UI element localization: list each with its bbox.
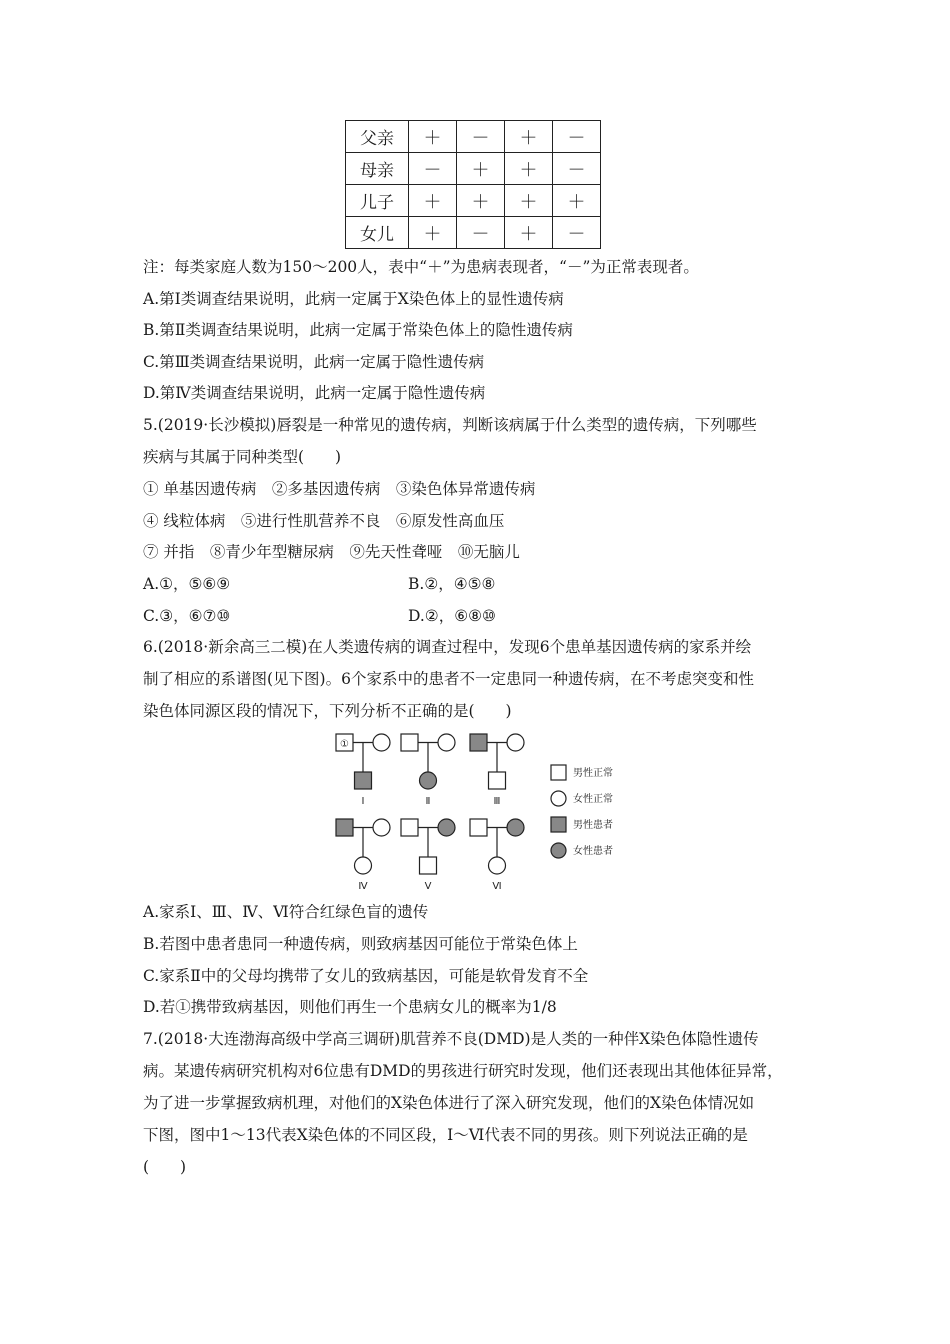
table-row xyxy=(346,121,601,153)
male-normal-symbol xyxy=(489,772,506,789)
table-cell: － xyxy=(457,217,505,249)
legend-label: 男性患者 xyxy=(573,820,613,831)
table-cell: ＋ xyxy=(457,185,505,217)
table-cell: － xyxy=(409,153,457,185)
row-label: 父亲 xyxy=(346,121,409,153)
table-cell: ＋ xyxy=(505,121,553,153)
q6-option-b: B.若图中患者患同一种遗传病，则致病基因可能位于常染色体上 xyxy=(143,935,578,953)
male-normal-symbol xyxy=(470,819,487,836)
q5-option-c: C.③，⑥⑦⑩ xyxy=(143,607,231,625)
proband-marker: ① xyxy=(340,739,349,750)
table-cell: ＋ xyxy=(409,217,457,249)
table-cell: ＋ xyxy=(505,185,553,217)
legend-male-affected-symbol xyxy=(551,817,566,832)
q5-option-b: B.②，④⑤⑧ xyxy=(408,575,496,593)
female-normal-symbol xyxy=(373,819,390,836)
q5-items-line: ④ 线粒体病 ⑤进行性肌营养不良 ⑥原发性高血压 xyxy=(143,512,505,530)
legend-female-normal-symbol xyxy=(551,791,566,806)
q6-option-c: C.家系Ⅱ中的父母均携带了女儿的致病基因，可能是软骨发育不全 xyxy=(143,967,589,985)
q7-stem-line: ( ) xyxy=(143,1158,187,1176)
table-cell: ＋ xyxy=(409,185,457,217)
q4-option-c: C.第Ⅲ类调查结果说明，此病一定属于隐性遗传病 xyxy=(143,353,485,371)
table-cell: － xyxy=(457,121,505,153)
row-label: 女儿 xyxy=(346,217,409,249)
legend-label: 女性患者 xyxy=(573,846,613,857)
q7-stem-line: 7.(2018·大连渤海高级中学高三调研)肌营养不良(DMD)是人类的一种伴X染色体隐性遗传 xyxy=(143,1030,759,1048)
male-normal-symbol xyxy=(420,857,437,874)
female-normal-symbol xyxy=(373,734,390,751)
family-label: Ⅵ xyxy=(492,881,502,892)
female-normal-symbol xyxy=(355,857,372,874)
q6-stem-line: 6.(2018·新余高三二模)在人类遗传病的调查过程中，发现6个患单基因遗传病的家系并绘 xyxy=(143,638,752,656)
female-affected-symbol xyxy=(420,772,437,789)
table-cell: － xyxy=(553,217,601,249)
q5-items-line: ① 单基因遗传病 ②多基因遗传病 ③染色体异常遗传病 xyxy=(143,480,536,498)
family-label: Ⅰ xyxy=(361,796,365,807)
family-label: Ⅲ xyxy=(493,796,501,807)
q4-option-a: A.第Ⅰ类调查结果说明，此病一定属于X染色体上的显性遗传病 xyxy=(143,290,564,308)
table-cell: － xyxy=(553,153,601,185)
table-cell: ＋ xyxy=(457,153,505,185)
table-cell: ＋ xyxy=(409,121,457,153)
q6-stem-line: 制了相应的系谱图(见下图)。6个家系中的患者不一定患同一种遗传病，在不考虑突变和性 xyxy=(143,670,754,688)
q5-option-a: A.①，⑤⑥⑨ xyxy=(143,575,231,593)
female-affected-symbol xyxy=(438,819,455,836)
table-cell: － xyxy=(553,121,601,153)
q4-option-b: B.第Ⅱ类调查结果说明，此病一定属于常染色体上的隐性遗传病 xyxy=(143,321,573,339)
male-affected-symbol xyxy=(355,772,372,789)
female-affected-symbol xyxy=(507,819,524,836)
table-note: 注：每类家庭人数为150～200人，表中“＋”为患病表现者，“－”为正常表现者。 xyxy=(143,258,699,276)
pedigree-figure xyxy=(330,728,630,893)
q5-stem-line: 5.(2019·长沙模拟)唇裂是一种常见的遗传病，判断该病属于什么类型的遗传病，下列哪些 xyxy=(143,416,757,434)
family-label: Ⅳ xyxy=(358,881,368,892)
male-normal-symbol xyxy=(401,819,418,836)
q5-stem-line: 疾病与其属于同种类型( ) xyxy=(143,448,342,466)
q7-stem-line: 下图，图中1～13代表X染色体的不同区段，Ⅰ～Ⅵ代表不同的男孩。则下列说法正确的是 xyxy=(143,1126,748,1144)
family-label: Ⅱ xyxy=(425,796,431,807)
q7-stem-line: 为了进一步掌握致病机理，对他们的X染色体进行了深入研究发现，他们的X染色体情况如 xyxy=(143,1094,755,1112)
male-affected-symbol xyxy=(336,819,353,836)
row-label: 儿子 xyxy=(346,185,409,217)
q6-stem-line: 染色体同源区段的情况下，下列分析不正确的是( ) xyxy=(143,702,512,720)
q5-items-line: ⑦ 并指 ⑧青少年型糖尿病 ⑨先天性聋哑 ⑩无脑儿 xyxy=(143,543,520,561)
q6-option-d: D.若①携带致病基因，则他们再生一个患病女儿的概率为1/8 xyxy=(143,998,557,1016)
q6-option-a: A.家系Ⅰ、Ⅲ、Ⅳ、Ⅵ符合红绿色盲的遗传 xyxy=(143,903,429,921)
legend-label: 男性正常 xyxy=(573,768,613,779)
table-cell: ＋ xyxy=(553,185,601,217)
survey-table xyxy=(345,120,601,249)
legend-female-affected-symbol xyxy=(551,843,566,858)
female-normal-symbol xyxy=(438,734,455,751)
q4-option-d: D.第Ⅳ类调查结果说明，此病一定属于隐性遗传病 xyxy=(143,384,486,402)
female-normal-symbol xyxy=(507,734,524,751)
table-cell: ＋ xyxy=(505,217,553,249)
table-row xyxy=(346,153,601,185)
male-normal-symbol xyxy=(401,734,418,751)
female-normal-symbol xyxy=(489,857,506,874)
row-label: 母亲 xyxy=(346,153,409,185)
family-label: Ⅴ xyxy=(424,881,432,892)
q5-option-d: D.②，⑥⑧⑩ xyxy=(408,607,496,625)
q7-stem-line: 病。某遗传病研究机构对6位患有DMD的男孩进行研究时发现，他们还表现出其他体征异常， xyxy=(143,1062,783,1080)
legend-male-normal-symbol xyxy=(551,765,566,780)
legend-label: 女性正常 xyxy=(573,794,613,805)
table-row xyxy=(346,217,601,249)
male-affected-symbol xyxy=(470,734,487,751)
table-row xyxy=(346,185,601,217)
table-cell: ＋ xyxy=(505,153,553,185)
